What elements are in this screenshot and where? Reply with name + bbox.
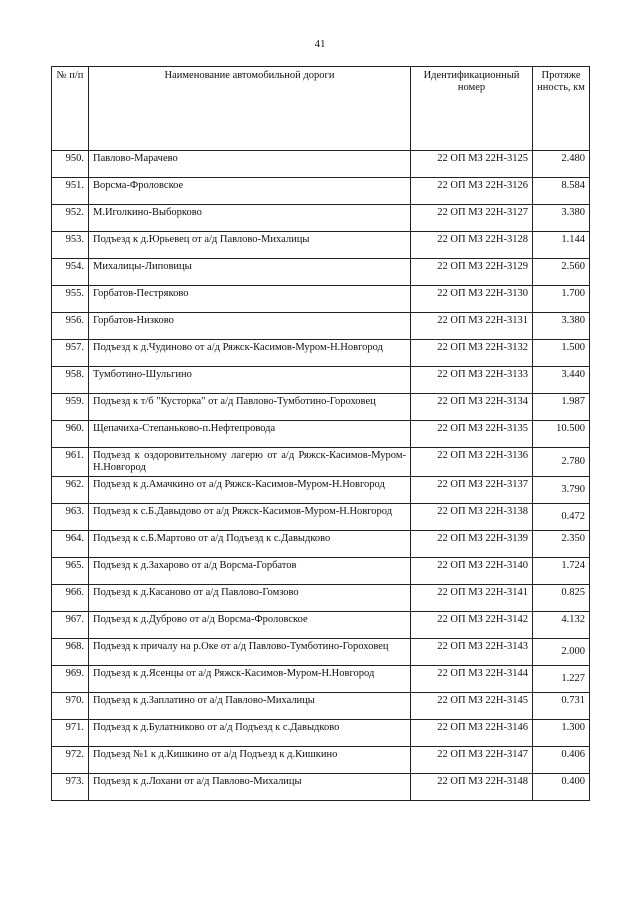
road-id: 22 ОП МЗ 22Н-3129 xyxy=(411,259,533,286)
road-length: 0.731 xyxy=(533,693,590,720)
road-length: 2.000 xyxy=(533,639,590,666)
row-number: 956. xyxy=(52,313,89,340)
road-id: 22 ОП МЗ 22Н-3142 xyxy=(411,612,533,639)
road-name: Тумботино-Шульгино xyxy=(89,367,411,394)
road-id: 22 ОП МЗ 22Н-3127 xyxy=(411,205,533,232)
row-number: 966. xyxy=(52,585,89,612)
road-name: Щепачиха-Степаньково-п.Нефтепровода xyxy=(89,421,411,448)
row-number: 969. xyxy=(52,666,89,693)
road-name: Подъезд к д.Юрьевец от а/д Павлово-Михалицы xyxy=(89,232,411,259)
road-length: 0.472 xyxy=(533,504,590,531)
row-number: 961. xyxy=(52,448,89,477)
road-length: 2.780 xyxy=(533,448,590,477)
table-row xyxy=(52,639,590,666)
table-row xyxy=(52,666,590,693)
table-row xyxy=(52,693,590,720)
table-row xyxy=(52,394,590,421)
road-name: Ворсма-Фроловское xyxy=(89,178,411,205)
road-name: М.Иголкино-Выборково xyxy=(89,205,411,232)
road-name: Подъезд №1 к д.Кишкино от а/д Подъезд к д.Кишкино xyxy=(89,747,411,774)
table-row xyxy=(52,232,590,259)
row-number: 957. xyxy=(52,340,89,367)
table-row xyxy=(52,448,590,477)
road-name: Подъезд к т/б "Кусторка" от а/д Павлово-Тумботино-Гороховец xyxy=(89,394,411,421)
table-row xyxy=(52,747,590,774)
table-row xyxy=(52,367,590,394)
road-length: 10.500 xyxy=(533,421,590,448)
row-number: 951. xyxy=(52,178,89,205)
road-length: 8.584 xyxy=(533,178,590,205)
row-number: 970. xyxy=(52,693,89,720)
road-id: 22 ОП МЗ 22Н-3136 xyxy=(411,448,533,477)
road-id: 22 ОП МЗ 22Н-3132 xyxy=(411,340,533,367)
road-id: 22 ОП МЗ 22Н-3144 xyxy=(411,666,533,693)
table-row xyxy=(52,421,590,448)
road-id: 22 ОП МЗ 22Н-3148 xyxy=(411,774,533,801)
row-number: 954. xyxy=(52,259,89,286)
road-length: 0.400 xyxy=(533,774,590,801)
header-name: Наименование автомобильной дороги xyxy=(89,67,411,151)
table-header xyxy=(52,67,590,151)
table-row xyxy=(52,340,590,367)
road-id: 22 ОП МЗ 22Н-3131 xyxy=(411,313,533,340)
road-length: 0.406 xyxy=(533,747,590,774)
road-name: Подъезд к д.Захарово от а/д Ворсма-Горбатов xyxy=(89,558,411,585)
row-number: 962. xyxy=(52,477,89,504)
table-row xyxy=(52,531,590,558)
header-length: Протяже нность, км xyxy=(533,67,590,151)
road-id: 22 ОП МЗ 22Н-3128 xyxy=(411,232,533,259)
header-num: № п/п xyxy=(52,67,89,151)
road-id: 22 ОП МЗ 22Н-3139 xyxy=(411,531,533,558)
road-length: 1.724 xyxy=(533,558,590,585)
road-length: 2.560 xyxy=(533,259,590,286)
road-id: 22 ОП МЗ 22Н-3134 xyxy=(411,394,533,421)
road-length: 1.144 xyxy=(533,232,590,259)
road-id: 22 ОП МЗ 22Н-3125 xyxy=(411,151,533,178)
road-id: 22 ОП МЗ 22Н-3145 xyxy=(411,693,533,720)
road-length: 2.350 xyxy=(533,531,590,558)
road-name: Горбатов-Пестряково xyxy=(89,286,411,313)
road-id: 22 ОП МЗ 22Н-3143 xyxy=(411,639,533,666)
road-length: 1.500 xyxy=(533,340,590,367)
road-name: Подъезд к с.Б.Давыдово от а/д Ряжск-Касимов-Муром-Н.Новгород xyxy=(89,504,411,531)
road-name: Подъезд к оздоровительному лагерю от а/д Ряжск-Касимов-Муром-Н.Новгород xyxy=(89,448,411,477)
road-length: 1.700 xyxy=(533,286,590,313)
road-length: 4.132 xyxy=(533,612,590,639)
road-length: 1.227 xyxy=(533,666,590,693)
table-row xyxy=(52,205,590,232)
road-id: 22 ОП МЗ 22Н-3135 xyxy=(411,421,533,448)
table-row xyxy=(52,477,590,504)
table-row xyxy=(52,612,590,639)
row-number: 964. xyxy=(52,531,89,558)
table-body xyxy=(52,151,590,801)
road-id: 22 ОП МЗ 22Н-3146 xyxy=(411,720,533,747)
road-length: 3.790 xyxy=(533,477,590,504)
road-length: 1.987 xyxy=(533,394,590,421)
road-name: Подъезд к причалу на р.Оке от а/д Павлово-Тумботино-Гороховец xyxy=(89,639,411,666)
table-row xyxy=(52,259,590,286)
table-row xyxy=(52,286,590,313)
road-length: 2.480 xyxy=(533,151,590,178)
row-number: 955. xyxy=(52,286,89,313)
row-number: 952. xyxy=(52,205,89,232)
row-number: 960. xyxy=(52,421,89,448)
row-number: 950. xyxy=(52,151,89,178)
row-number: 963. xyxy=(52,504,89,531)
table-row xyxy=(52,558,590,585)
table-row xyxy=(52,585,590,612)
road-name: Подъезд к д.Лохани от а/д Павлово-Михалицы xyxy=(89,774,411,801)
table-row xyxy=(52,313,590,340)
page-number: 41 xyxy=(314,38,326,50)
road-name: Подъезд к д.Чудиново от а/д Ряжск-Касимов-Муром-Н.Новгород xyxy=(89,340,411,367)
road-name: Подъезд к д.Амачкино от а/д Ряжск-Касимов-Муром-Н.Новгород xyxy=(89,477,411,504)
table-row xyxy=(52,720,590,747)
row-number: 973. xyxy=(52,774,89,801)
table-row xyxy=(52,151,590,178)
header-id: Идентификационный номер xyxy=(411,67,533,151)
road-id: 22 ОП МЗ 22Н-3126 xyxy=(411,178,533,205)
road-name: Подъезд к с.Б.Мартово от а/д Подъезд к с.Давыдково xyxy=(89,531,411,558)
roads-table xyxy=(51,66,590,801)
table-row xyxy=(52,178,590,205)
road-length: 3.380 xyxy=(533,313,590,340)
road-name: Подъезд к д.Булатниково от а/д Подъезд к с.Давыдково xyxy=(89,720,411,747)
row-number: 958. xyxy=(52,367,89,394)
road-name: Подъезд к д.Касаново от а/д Павлово-Гомзово xyxy=(89,585,411,612)
table-row xyxy=(52,504,590,531)
road-length: 1.300 xyxy=(533,720,590,747)
road-id: 22 ОП МЗ 22Н-3147 xyxy=(411,747,533,774)
road-id: 22 ОП МЗ 22Н-3137 xyxy=(411,477,533,504)
road-name: Подъезд к д.Дуброво от а/д Ворсма-Фроловское xyxy=(89,612,411,639)
road-length: 3.440 xyxy=(533,367,590,394)
road-id: 22 ОП МЗ 22Н-3133 xyxy=(411,367,533,394)
road-name: Павлово-Марачево xyxy=(89,151,411,178)
row-number: 972. xyxy=(52,747,89,774)
road-id: 22 ОП МЗ 22Н-3138 xyxy=(411,504,533,531)
road-name: Михалицы-Липовицы xyxy=(89,259,411,286)
table-row xyxy=(52,774,590,801)
road-name: Горбатов-Низково xyxy=(89,313,411,340)
road-name: Подъезд к д.Ясенцы от а/д Ряжск-Касимов-Муром-Н.Новгород xyxy=(89,666,411,693)
road-id: 22 ОП МЗ 22Н-3140 xyxy=(411,558,533,585)
road-id: 22 ОП МЗ 22Н-3141 xyxy=(411,585,533,612)
row-number: 967. xyxy=(52,612,89,639)
row-number: 953. xyxy=(52,232,89,259)
road-length: 3.380 xyxy=(533,205,590,232)
row-number: 959. xyxy=(52,394,89,421)
row-number: 968. xyxy=(52,639,89,666)
row-number: 971. xyxy=(52,720,89,747)
road-name: Подъезд к д.Заплатино от а/д Павлово-Михалицы xyxy=(89,693,411,720)
road-id: 22 ОП МЗ 22Н-3130 xyxy=(411,286,533,313)
road-length: 0.825 xyxy=(533,585,590,612)
row-number: 965. xyxy=(52,558,89,585)
